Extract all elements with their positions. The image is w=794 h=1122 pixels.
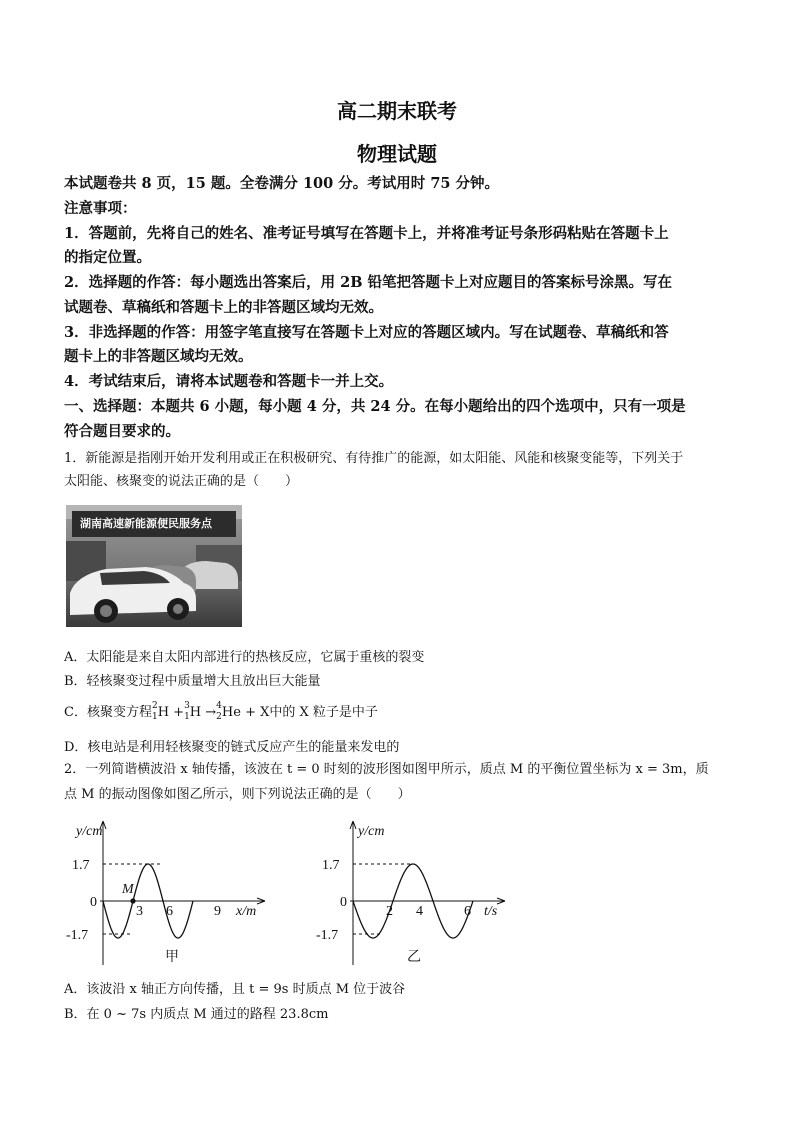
section-heading: 一、选择题：本题共 6 小题，每小题 4 分，共 24 分。在每小题给出的四个选项中，只有一项是: [64, 398, 686, 415]
eq-sup: 3: [184, 701, 190, 711]
q1-option-b: B．轻核聚变过程中质量增大且放出巨大能量: [64, 674, 321, 689]
notice-line: 的指定位置。: [64, 249, 151, 266]
eq-sub: 1: [151, 712, 158, 722]
x-tick: 2: [386, 904, 393, 919]
q1-option-d: D．核电站是利用轻核聚变的链式反应产生的能量来发电的: [64, 740, 400, 755]
x-axis-label: x/m: [236, 904, 257, 919]
x-axis-label: t/s: [484, 904, 498, 919]
notice-line: 试题卷、草稿纸和答题卡上的非答题区域均无效。: [64, 299, 383, 316]
eq-sup: 4: [216, 701, 222, 711]
notice-title: 注意事项：: [64, 200, 137, 217]
q1-stem: 1．新能源是指刚开始开发利用或正在积极研究、有待推广的能源，如太阳能、风能和核聚变能等，下列关于: [64, 451, 684, 466]
y-axis-label: y/cm: [358, 824, 385, 839]
photo-sign: 湖南高速新能源便民服务点: [80, 517, 212, 530]
eq-part: H →: [189, 705, 217, 720]
x-tick: 9: [214, 904, 221, 919]
y-tick: 1.7: [72, 858, 90, 873]
x-tick: 6: [166, 904, 173, 919]
y-tick: 1.7: [322, 858, 340, 873]
y-tick: -1.7: [66, 928, 89, 943]
graph-caption: 乙: [407, 950, 421, 965]
point-m: [130, 898, 135, 903]
q1-option-c-suffix: 中的 X 粒子是中子: [269, 705, 378, 720]
q1-stem: 太阳能、核聚变的说法正确的是（ ）: [64, 474, 299, 489]
y-tick: 0: [90, 895, 97, 910]
vibration-graph-yi: [310, 815, 540, 975]
eq-sub: 2: [216, 712, 222, 722]
y-axis-label: y/cm: [76, 824, 103, 839]
q2-option-a: A．该波沿 x 轴正方向传播，且 t = 9s 时质点 M 位于波谷: [64, 982, 406, 997]
x-tick: 3: [136, 904, 143, 919]
eq-part: H +: [157, 705, 185, 720]
wave-graph-jia: [60, 815, 290, 975]
eq-sup: 2: [151, 701, 158, 711]
y-tick: -1.7: [316, 928, 339, 943]
x-tick: 6: [464, 904, 471, 919]
notice-line: 题卡上的非答题区域均无效。: [64, 348, 253, 365]
notice-line: 1．答题前，先将自己的姓名、准考证号填写在答题卡上，并将准考证号条形码粘贴在答题卡上: [64, 225, 669, 242]
exam-title: 高二期末联考: [337, 99, 457, 123]
eq-sub: 1: [184, 712, 190, 722]
subject-title: 物理试题: [357, 142, 437, 166]
eq-part: He + X: [221, 705, 270, 720]
intro-text: 本试题卷共 8 页，15 题。全卷满分 100 分。考试用时 75 分钟。: [64, 175, 500, 192]
q2-option-b: B．在 0 ~ 7s 内质点 M 通过的路程 23.8cm: [64, 1007, 329, 1022]
notice-line: 3．非选择题的作答：用签字笔直接写在答题卡上对应的答题区域内。写在试题卷、草稿纸和答: [64, 324, 669, 341]
q1-photo: [66, 505, 242, 627]
q2-stem: 点 M 的振动图像如图乙所示，则下列说法正确的是（ ）: [64, 787, 411, 802]
y-tick: 0: [340, 895, 347, 910]
q1-option-c: [64, 700, 378, 722]
section-heading: 符合题目要求的。: [64, 423, 180, 440]
graph-caption: 甲: [165, 950, 179, 965]
point-m-label: M: [122, 882, 134, 897]
q1-option-a: A．太阳能是来自太阳内部进行的热核反应，它属于重核的裂变: [64, 650, 425, 665]
notice-line: 2．选择题的作答：每小题选出答案后，用 2B 铅笔把答题卡上对应题目的答案标号涂黑。写在: [64, 274, 673, 291]
q1-option-c-prefix: C．核聚变方程: [64, 705, 152, 720]
notice-line: 4．考试结束后，请将本试题卷和答题卡一并上交。: [64, 373, 394, 390]
x-tick: 4: [416, 904, 423, 919]
q2-stem: 2．一列简谐横波沿 x 轴传播，该波在 t = 0 时刻的波形图如图甲所示，质点 M 的平衡位置坐标为 x = 3m，质: [64, 762, 709, 777]
